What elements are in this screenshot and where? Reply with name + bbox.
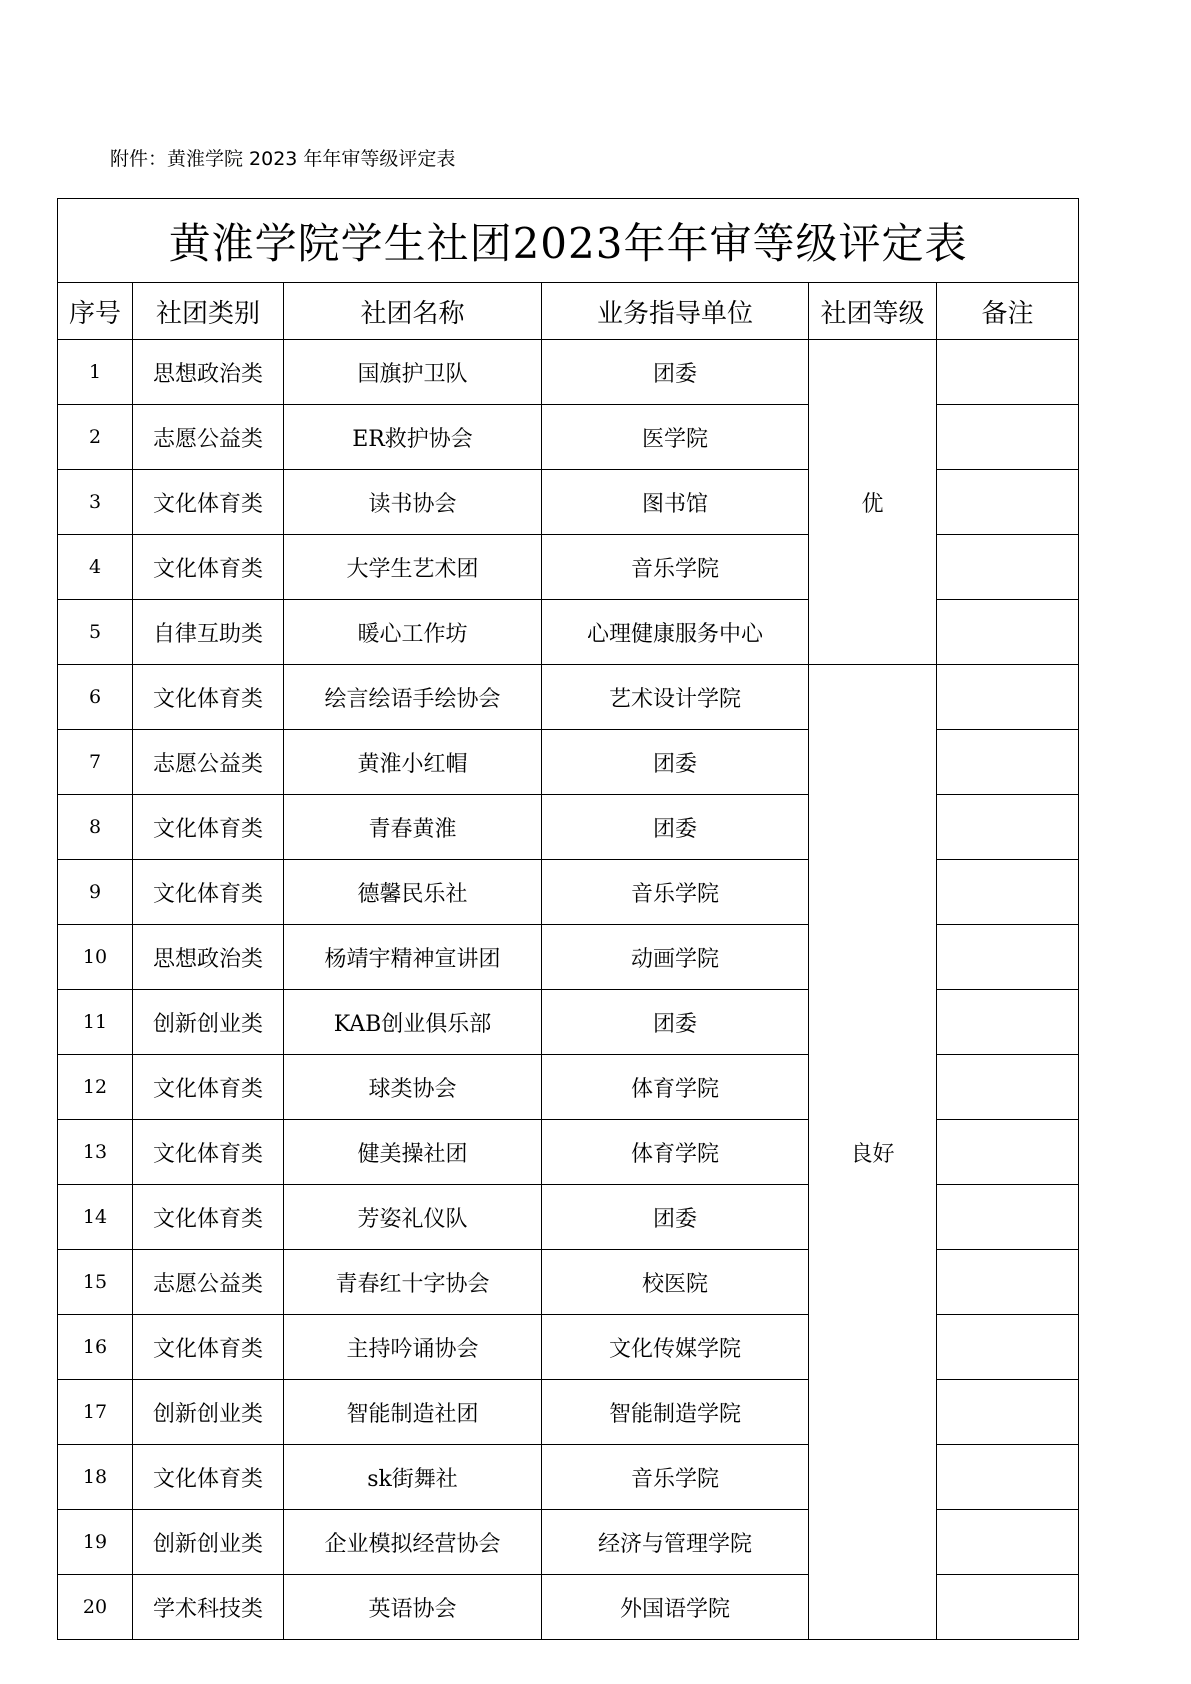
row-club-name: 青春黄淮 — [284, 795, 542, 860]
row-club-name: 青春红十字协会 — [284, 1250, 542, 1315]
row-guidance-unit: 医学院 — [542, 405, 809, 470]
row-category: 文化体育类 — [133, 665, 284, 730]
row-club-name: 企业模拟经营协会 — [284, 1510, 542, 1575]
header-guidance-unit: 业务指导单位 — [542, 283, 809, 340]
row-remark — [937, 340, 1079, 405]
row-number: 16 — [58, 1315, 133, 1380]
header-category: 社团类别 — [133, 283, 284, 340]
row-category: 文化体育类 — [133, 795, 284, 860]
row-guidance-unit: 团委 — [542, 795, 809, 860]
row-guidance-unit: 外国语学院 — [542, 1575, 809, 1640]
row-club-name: 芳姿礼仪队 — [284, 1185, 542, 1250]
row-guidance-unit: 团委 — [542, 730, 809, 795]
row-guidance-unit: 体育学院 — [542, 1055, 809, 1120]
table-row — [58, 665, 1079, 730]
row-club-name: 英语协会 — [284, 1575, 542, 1640]
row-remark — [937, 1185, 1079, 1250]
row-number: 12 — [58, 1055, 133, 1120]
row-club-name: 德馨民乐社 — [284, 860, 542, 925]
row-number: 15 — [58, 1250, 133, 1315]
row-number: 11 — [58, 990, 133, 1055]
row-number: 14 — [58, 1185, 133, 1250]
table-row — [58, 340, 1079, 405]
row-club-name: 智能制造社团 — [284, 1380, 542, 1445]
row-category: 文化体育类 — [133, 1185, 284, 1250]
row-guidance-unit: 艺术设计学院 — [542, 665, 809, 730]
row-category: 志愿公益类 — [133, 405, 284, 470]
header-number: 序号 — [58, 283, 133, 340]
header-row — [58, 283, 1079, 340]
row-remark — [937, 795, 1079, 860]
row-club-name: KAB创业俱乐部 — [284, 990, 542, 1055]
row-club-name: 读书协会 — [284, 470, 542, 535]
row-club-name: ER救护协会 — [284, 405, 542, 470]
row-remark — [937, 1120, 1079, 1185]
row-category: 文化体育类 — [133, 1120, 284, 1185]
row-guidance-unit: 音乐学院 — [542, 1445, 809, 1510]
row-guidance-unit: 团委 — [542, 990, 809, 1055]
row-number: 10 — [58, 925, 133, 990]
row-remark — [937, 730, 1079, 795]
row-number: 6 — [58, 665, 133, 730]
row-remark — [937, 990, 1079, 1055]
row-club-name: 健美操社团 — [284, 1120, 542, 1185]
header-level: 社团等级 — [809, 283, 937, 340]
row-number: 9 — [58, 860, 133, 925]
table-title: 黄淮学院学生社团2023年年审等级评定表 — [58, 199, 1079, 283]
club-level: 良好 — [809, 665, 937, 1640]
row-number: 5 — [58, 600, 133, 665]
row-category: 志愿公益类 — [133, 1250, 284, 1315]
row-guidance-unit: 经济与管理学院 — [542, 1510, 809, 1575]
row-remark — [937, 1055, 1079, 1120]
row-number: 7 — [58, 730, 133, 795]
row-club-name: 暖心工作坊 — [284, 600, 542, 665]
row-category: 文化体育类 — [133, 535, 284, 600]
row-remark — [937, 1250, 1079, 1315]
row-category: 思想政治类 — [133, 340, 284, 405]
row-number: 2 — [58, 405, 133, 470]
rating-table — [57, 198, 1079, 1640]
attachment-caption: 附件：黄淮学院 2023 年年审等级评定表 — [110, 148, 456, 170]
row-number: 8 — [58, 795, 133, 860]
row-category: 文化体育类 — [133, 1055, 284, 1120]
row-club-name: 球类协会 — [284, 1055, 542, 1120]
row-category: 文化体育类 — [133, 1445, 284, 1510]
row-number: 3 — [58, 470, 133, 535]
row-category: 文化体育类 — [133, 860, 284, 925]
row-remark — [937, 470, 1079, 535]
row-number: 1 — [58, 340, 133, 405]
row-remark — [937, 1445, 1079, 1510]
row-remark — [937, 665, 1079, 730]
header-remark: 备注 — [937, 283, 1079, 340]
row-guidance-unit: 团委 — [542, 1185, 809, 1250]
row-remark — [937, 405, 1079, 470]
row-club-name: 主持吟诵协会 — [284, 1315, 542, 1380]
row-club-name: 大学生艺术团 — [284, 535, 542, 600]
row-club-name: sk街舞社 — [284, 1445, 542, 1510]
row-remark — [937, 600, 1079, 665]
row-club-name: 绘言绘语手绘协会 — [284, 665, 542, 730]
row-category: 文化体育类 — [133, 470, 284, 535]
row-club-name: 国旗护卫队 — [284, 340, 542, 405]
row-guidance-unit: 智能制造学院 — [542, 1380, 809, 1445]
row-category: 学术科技类 — [133, 1575, 284, 1640]
row-number: 17 — [58, 1380, 133, 1445]
row-guidance-unit: 心理健康服务中心 — [542, 600, 809, 665]
row-category: 创新创业类 — [133, 1380, 284, 1445]
row-number: 19 — [58, 1510, 133, 1575]
row-category: 思想政治类 — [133, 925, 284, 990]
row-club-name: 杨靖宇精神宣讲团 — [284, 925, 542, 990]
club-level: 优 — [809, 340, 937, 665]
row-category: 创新创业类 — [133, 1510, 284, 1575]
row-number: 18 — [58, 1445, 133, 1510]
header-club-name: 社团名称 — [284, 283, 542, 340]
row-guidance-unit: 音乐学院 — [542, 535, 809, 600]
row-category: 文化体育类 — [133, 1315, 284, 1380]
row-club-name: 黄淮小红帽 — [284, 730, 542, 795]
row-guidance-unit: 文化传媒学院 — [542, 1315, 809, 1380]
row-guidance-unit: 体育学院 — [542, 1120, 809, 1185]
row-guidance-unit: 音乐学院 — [542, 860, 809, 925]
row-remark — [937, 925, 1079, 990]
row-remark — [937, 1315, 1079, 1380]
row-remark — [937, 860, 1079, 925]
row-remark — [937, 1575, 1079, 1640]
row-number: 13 — [58, 1120, 133, 1185]
row-remark — [937, 535, 1079, 600]
row-remark — [937, 1510, 1079, 1575]
row-category: 志愿公益类 — [133, 730, 284, 795]
row-number: 20 — [58, 1575, 133, 1640]
row-remark — [937, 1380, 1079, 1445]
row-guidance-unit: 团委 — [542, 340, 809, 405]
row-guidance-unit: 动画学院 — [542, 925, 809, 990]
row-number: 4 — [58, 535, 133, 600]
row-guidance-unit: 校医院 — [542, 1250, 809, 1315]
row-category: 创新创业类 — [133, 990, 284, 1055]
row-category: 自律互助类 — [133, 600, 284, 665]
row-guidance-unit: 图书馆 — [542, 470, 809, 535]
